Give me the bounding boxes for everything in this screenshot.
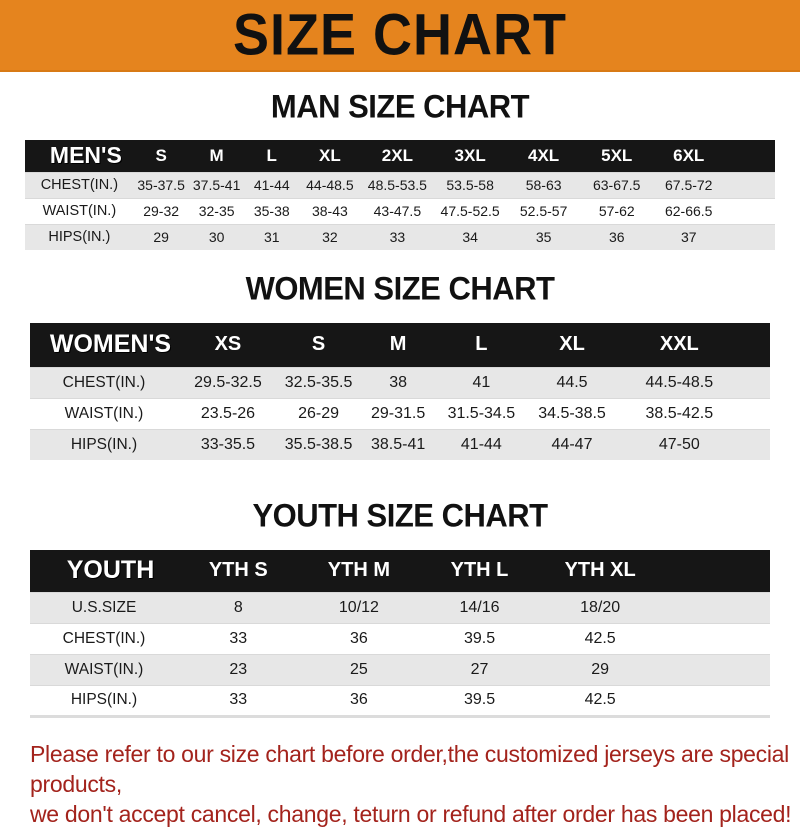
column-header-cell: 3XL xyxy=(454,145,486,165)
women-hips-row xyxy=(30,429,770,460)
column-header-cell: XL xyxy=(559,333,585,356)
size-value-cell: 33-35.5 xyxy=(178,429,278,460)
size-value-cell: 35-38 xyxy=(245,198,299,224)
row-label-cell: U.S.SIZE xyxy=(30,592,178,623)
size-value-cell: 32 xyxy=(299,224,361,250)
row-label-cell: HIPS(IN.) xyxy=(25,224,134,250)
women-waist-row xyxy=(30,398,770,429)
youth-corner-label: YOUTH xyxy=(66,556,155,585)
man-table-header-row xyxy=(25,140,775,172)
size-value-cell: 41-44 xyxy=(437,429,526,460)
column-header-cell: 5XL xyxy=(601,145,633,165)
size-value-cell: 8 xyxy=(178,592,299,623)
size-value-cell: 44.5 xyxy=(526,367,619,398)
column-header-cell: L xyxy=(475,333,488,356)
column-header-cell: 6XL xyxy=(673,145,705,165)
women-size-table xyxy=(30,323,770,460)
man-section-heading: MAN SIZE CHART xyxy=(270,88,530,125)
size-value-cell: 33 xyxy=(361,224,434,250)
size-value-cell: 38.5-41 xyxy=(359,429,437,460)
size-value-cell: 62-66.5 xyxy=(653,198,725,224)
women-table-header-row xyxy=(30,323,770,367)
size-value-cell: 42.5 xyxy=(540,623,661,654)
size-value-cell: 33 xyxy=(178,623,299,654)
size-value-cell: 39.5 xyxy=(419,623,540,654)
column-header-cell: 4XL xyxy=(528,145,560,165)
column-header-cell: XXL xyxy=(659,333,699,356)
row-label-cell: WAIST(IN.) xyxy=(30,398,178,429)
size-value-cell: 30 xyxy=(189,224,245,250)
order-policy-line2: we don't accept cancel, change, teturn or refund after order has been placed! xyxy=(30,801,792,828)
size-value-cell: 36 xyxy=(299,685,420,716)
size-value-cell: 29.5-32.5 xyxy=(178,367,278,398)
size-value-cell: 44.5-48.5 xyxy=(618,367,740,398)
row-label-cell: WAIST(IN.) xyxy=(25,198,134,224)
size-value-cell: 35-37.5 xyxy=(134,172,189,198)
size-value-cell: 38 xyxy=(359,367,437,398)
youth-table-header-row xyxy=(30,550,770,592)
size-value-cell: 47.5-52.5 xyxy=(434,198,507,224)
man-waist-row xyxy=(25,198,775,224)
row-label-cell: CHEST(IN.) xyxy=(30,367,178,398)
column-header-cell: YTH S xyxy=(208,559,268,582)
row-label-cell: HIPS(IN.) xyxy=(30,685,178,716)
order-policy-note xyxy=(0,739,800,830)
column-header-cell: YTH M xyxy=(327,559,391,582)
size-value-cell: 48.5-53.5 xyxy=(361,172,434,198)
man-chest-row xyxy=(25,172,775,198)
order-policy-line1: Please refer to our size chart before order,the customized jerseys are special products, xyxy=(30,740,789,797)
size-value-cell: 44-47 xyxy=(526,429,619,460)
size-value-cell: 41-44 xyxy=(245,172,299,198)
size-value-cell: 37 xyxy=(653,224,725,250)
column-header-cell: YTH L xyxy=(450,559,509,582)
row-label-cell: CHEST(IN.) xyxy=(30,623,178,654)
size-value-cell: 58-63 xyxy=(507,172,581,198)
size-value-cell: 26-29 xyxy=(278,398,359,429)
size-value-cell: 47-50 xyxy=(618,429,740,460)
size-value-cell: 10/12 xyxy=(299,592,420,623)
size-value-cell: 32.5-35.5 xyxy=(278,367,359,398)
column-header-cell: XL xyxy=(319,145,341,165)
size-value-cell: 27 xyxy=(419,654,540,685)
women-size-table-wrap xyxy=(0,323,800,460)
size-value-cell: 32-35 xyxy=(189,198,245,224)
youth-waist-row xyxy=(30,654,770,685)
man-corner-label: MEN'S xyxy=(49,142,122,169)
man-size-table-wrap xyxy=(0,140,800,250)
size-value-cell: 34 xyxy=(434,224,507,250)
size-value-cell: 35.5-38.5 xyxy=(278,429,359,460)
youth-section-heading: YOUTH SIZE CHART xyxy=(252,497,548,534)
size-value-cell: 57-62 xyxy=(581,198,653,224)
youth-chest-row xyxy=(30,623,770,654)
man-hips-row xyxy=(25,224,775,250)
size-value-cell: 25 xyxy=(299,654,420,685)
size-value-cell: 38-43 xyxy=(299,198,361,224)
column-header-cell: M xyxy=(389,333,407,356)
size-value-cell: 53.5-58 xyxy=(434,172,507,198)
youth-hips-row xyxy=(30,685,770,716)
column-header-cell: YTH XL xyxy=(564,559,636,582)
youth-size-table-wrap xyxy=(0,550,800,718)
row-label-cell: CHEST(IN.) xyxy=(25,172,134,198)
size-value-cell: 29-31.5 xyxy=(359,398,437,429)
size-value-cell: 29 xyxy=(134,224,189,250)
size-value-cell: 31 xyxy=(245,224,299,250)
size-value-cell: 33 xyxy=(178,685,299,716)
size-value-cell: 23.5-26 xyxy=(178,398,278,429)
size-value-cell: 67.5-72 xyxy=(653,172,725,198)
column-header-cell: L xyxy=(266,145,277,165)
column-header-cell: S xyxy=(311,333,326,356)
size-value-cell: 29-32 xyxy=(134,198,189,224)
size-value-cell: 14/16 xyxy=(419,592,540,623)
row-label-cell: WAIST(IN.) xyxy=(30,654,178,685)
size-value-cell: 38.5-42.5 xyxy=(618,398,740,429)
women-section-heading: WOMEN SIZE CHART xyxy=(245,270,555,307)
size-value-cell: 31.5-34.5 xyxy=(437,398,526,429)
banner-title: SIZE CHART xyxy=(233,2,567,68)
youth-ussize-row xyxy=(30,592,770,623)
size-value-cell: 41 xyxy=(437,367,526,398)
column-header-cell: M xyxy=(209,145,224,165)
size-value-cell: 43-47.5 xyxy=(361,198,434,224)
size-value-cell: 36 xyxy=(299,623,420,654)
size-value-cell: 39.5 xyxy=(419,685,540,716)
size-value-cell: 52.5-57 xyxy=(507,198,581,224)
size-value-cell: 63-67.5 xyxy=(581,172,653,198)
column-header-cell: S xyxy=(155,145,167,165)
women-corner-label: WOMEN'S xyxy=(49,330,172,359)
size-chart-banner xyxy=(0,0,800,72)
man-size-table xyxy=(25,140,775,250)
size-value-cell: 44-48.5 xyxy=(299,172,361,198)
size-value-cell: 23 xyxy=(178,654,299,685)
size-value-cell: 36 xyxy=(581,224,653,250)
youth-size-table xyxy=(30,550,770,718)
row-label-cell: HIPS(IN.) xyxy=(30,429,178,460)
column-header-cell: 2XL xyxy=(381,145,413,165)
women-chest-row xyxy=(30,367,770,398)
size-value-cell: 37.5-41 xyxy=(189,172,245,198)
size-value-cell: 18/20 xyxy=(540,592,661,623)
size-value-cell: 34.5-38.5 xyxy=(526,398,619,429)
size-value-cell: 35 xyxy=(507,224,581,250)
size-value-cell: 42.5 xyxy=(540,685,661,716)
size-value-cell: 29 xyxy=(540,654,661,685)
column-header-cell: XS xyxy=(214,333,242,356)
